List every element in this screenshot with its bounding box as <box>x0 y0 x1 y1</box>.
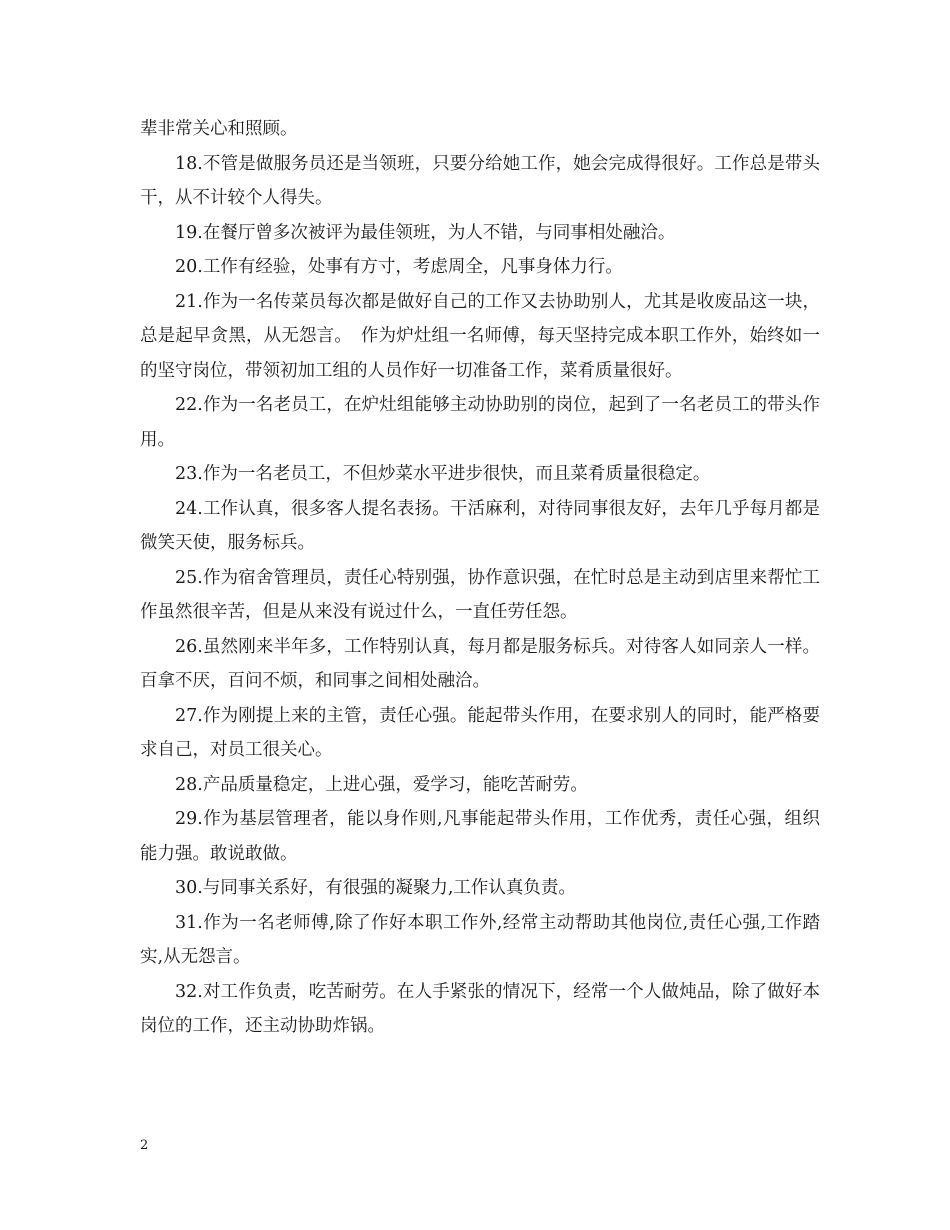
paragraph-32: 32.对工作负责，吃苦耐劳。在人手紧张的情况下，经常一个人做炖品，除了做好本岗位的工作，还主动协助炸锅。 <box>140 981 820 1036</box>
paragraph-22: 22.作为一名老员工，在炉灶组能够主动协助别的岗位，起到了一名老员工的带头作用。 <box>140 395 820 450</box>
paragraph-29: 29.作为基层管理者，能以身作则,凡事能起带头作用，工作优秀，责任心强，组织能力强。敢说敢做。 <box>140 809 820 864</box>
paragraph-23: 23.作为一名老员工，不但炒菜水平进步很快，而且菜肴质量很稳定。 <box>175 464 711 484</box>
paragraph-30: 30.与同事关系好，有很强的凝聚力,工作认真负责。 <box>175 878 576 898</box>
paragraph-19: 19.在餐厅曾多次被评为最佳领班，为人不错，与同事相处融洽。 <box>175 222 676 243</box>
paragraph-continuation: 辈非常关心和照顾。 <box>140 119 298 139</box>
paragraph-24: 24.工作认真，很多客人提名表扬。干活麻利，对待同事很友好，去年几乎每月都是微笑天使，服务标兵。 <box>140 498 820 553</box>
paragraph-26: 26.虽然刚来半年多，工作特别认真，每月都是服务标兵。对待客人如同亲人一样。百拿不厌，百问不烦，和同事之间相处融洽。 <box>140 636 820 691</box>
paragraph-21: 21.作为一名传菜员每次都是做好自己的工作又去协助别人，尤其是收废品这一块，总是起早贪黑，从无怨言。 作为炉灶组一名师傅，每天坚持完成本职工作外，始终如一的坚守岗位，带领初加工组的人员作好一切准备工作，菜肴质量很好。 <box>140 291 820 381</box>
paragraph-28: 28.产品质量稳定，上进心强，爱学习，能吃苦耐劳。 <box>175 774 588 795</box>
paragraph-20: 20.工作有经验，处事有方寸，考虑周全，凡事身体力行。 <box>175 257 623 277</box>
paragraph-27: 27.作为刚提上来的主管，责任心强。能起带头作用，在要求别人的同时，能严格要求自己，对员工很关心。 <box>140 705 820 760</box>
paragraph-25: 25.作为宿舍管理员，责任心特别强，协作意识强，在忙时总是主动到店里来帮忙工作虽然很辛苦，但是从来没有说过什么，一直任劳任怨。 <box>140 567 820 622</box>
paragraph-18: 18.不管是做服务员还是当领班，只要分给她工作，她会完成得很好。工作总是带头干，从不计较个人得失。 <box>140 153 820 208</box>
page-number: 2 <box>140 1138 149 1153</box>
document-body <box>140 112 820 1044</box>
paragraph-31: 31.作为一名老师傅,除了作好本职工作外,经常主动帮助其他岗位,责任心强,工作踏实,从无怨言。 <box>140 912 820 967</box>
